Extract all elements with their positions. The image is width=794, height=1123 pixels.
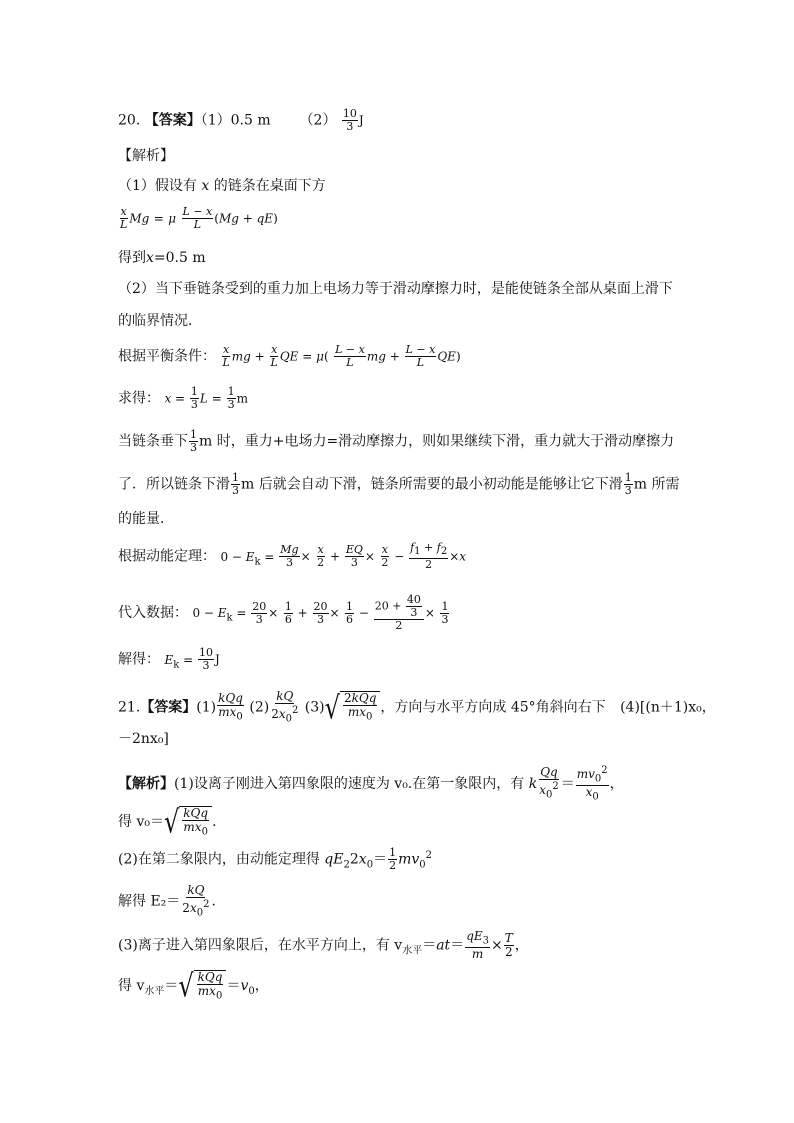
analysis-label: 【解析】 (118, 148, 174, 164)
equation-balance-2: 根据平衡条件： $\frac{x}{L}$ mg + $\frac{x}{L}$ QE = μ( $\frac{L - x}{L}$ mg + $\frac{L - x}{L}$ QE) (118, 343, 461, 369)
q21-answer-line: 21.【答案】(1) $\frac{\text{kQq}}{mx_0}$ (2) $\frac{kQ}{2x_0^2}$ (3) √ $\frac{\text{2kQq}}{mx_0}$ ，方向与水平方向成 45°角斜向右下 (4)[(n＋1)x₀， (118, 689, 716, 726)
q20-answer-line (118, 108, 364, 133)
part1-intro: （1）假设有 x 的链条在桌面下方 (118, 178, 326, 194)
equation-kinetic: 根据动能定理： $0 - E_k$ = $\frac{Mg}{3}$ × $\frac{x}{2}$ + $\frac{EQ}{3}$ × $\frac{x}{2}$ − $\frac{f_1 + f_2}{2}$ ×x (118, 541, 467, 572)
result-line: 得到x=0.5 m (118, 250, 206, 266)
q21-answer-cont: －2nx₀] (118, 731, 169, 747)
q20-number: 20. (118, 112, 141, 129)
answer-tag: 【答案】 (144, 112, 201, 129)
q21-analysis-line1: 【解析】(1)设离子刚进入第四象限的速度为 v₀.在第一象限内，有 k $\frac{Qq}{x_0^2}$ ＝ $\frac{mv_0^2}{x_0}$ ， (118, 765, 624, 803)
part2-label: （2） (299, 112, 337, 129)
explain-line1: 当链条垂下 $\frac{1}{3}$ m 时，重力+电场力=滑动摩擦力，则如果继续下滑，重力就大于滑动摩擦力 (118, 428, 675, 454)
part2-unit: J (358, 113, 364, 128)
explain-line2: 了．所以链条下滑 $\frac{1}{3}$ m 后就会自动下滑，链条所需要的最小初动能是能够让它下滑 $\frac{1}{3}$ m 所需 (118, 471, 680, 497)
equation-balance-1: $\frac{x}{L}$ Mg = μ $\frac{L - x}{L}$ (Mg + qE) (120, 205, 278, 231)
equation-solve: 求得： x = $\frac{1}{3}$ L = $\frac{1}{3}$ m (118, 385, 248, 411)
equation-solution: 解得： $E_k$ = $\frac{10}{3}$ J (118, 646, 220, 672)
q21-analysis-line4: 解得 E₂＝ $\frac{kQ}{2x_0^2}$ . (118, 883, 216, 919)
q21-analysis-line3: (2)在第二象限内，由动能定理得 $qE_22x_0=$ $\frac{1}{2}$ $mv_0^2$ (118, 846, 432, 873)
equation-substitute: 代入数据： $0 - E_k$ = $\frac{20}{3}$ × $\frac{1}{6}$ + $\frac{20}{3}$ × $\frac{1}{6}$ − 20 + $\frac{40}{3}$ 2 × $\frac{1}{3}$ (118, 593, 449, 632)
q21-analysis-line5: (3)离子进入第四象限后，在水平方向上，有 $v_{水平}=at=$ $\frac{qE_3}{m}$ × $\frac{T}{2}$ ， (118, 929, 529, 962)
part2-line2: 的临界情况． (118, 313, 202, 329)
part1-label: （1） (200, 112, 231, 129)
explain-line3: 的能量． (118, 511, 174, 527)
part2-fraction: $\frac{10}{3}$ (342, 107, 357, 133)
part2-line1: （2）当下垂链条受到的重力加上电场力等于滑动摩擦力时，是能使链条全部从桌面上滑下 (118, 281, 673, 297)
q21-analysis-line2: 得 v₀＝ √ $\frac{\text{kQq}}{mx_0}$ . (118, 803, 217, 841)
part1-value: 0.5 m (230, 112, 271, 129)
q21-analysis-line6: 得 $v_{水平}=$ √ $\frac{\text{kQq}}{mx_0}$ $=v_0$， (118, 967, 269, 1005)
